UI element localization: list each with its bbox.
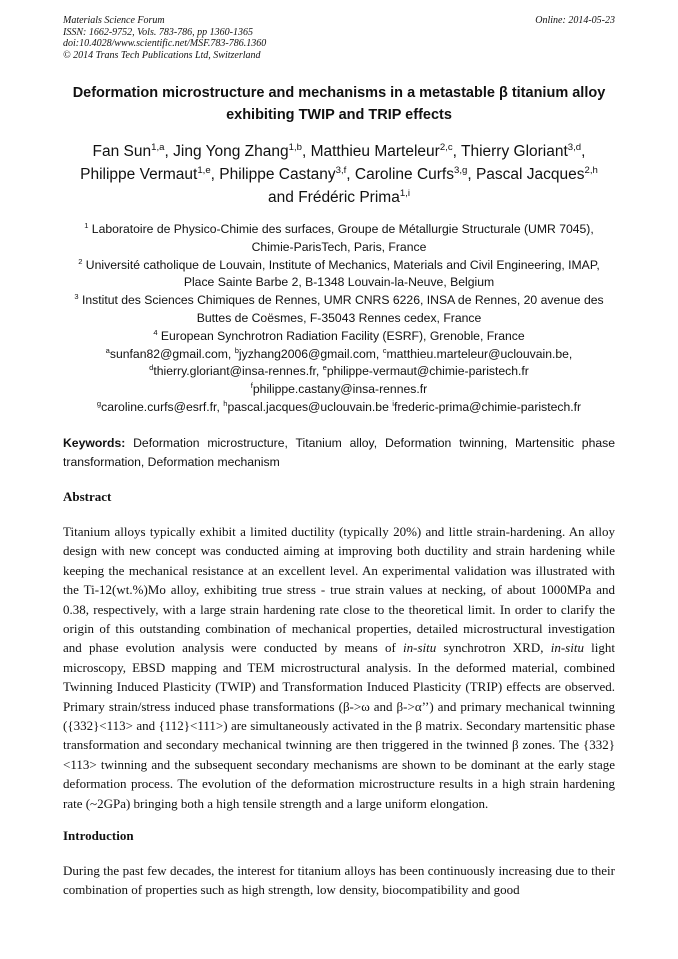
author: Philippe Vermaut$^{1,e}$, bbox=[80, 164, 220, 183]
email-link[interactable]: caroline.curfs@esrf.fr, bbox=[101, 399, 224, 414]
email-link[interactable]: matthieu.marteleur@uclouvain.be, bbox=[386, 346, 573, 361]
author: Jing Yong Zhang$^{1,b}$, bbox=[173, 141, 311, 160]
abstract-heading: Abstract bbox=[63, 489, 112, 504]
doi-line: doi:10.4028/www.scientific.net/MSF.783-786.1360 bbox=[63, 38, 267, 50]
email-link[interactable]: thierry.gloriant@insa-rennes.fr, bbox=[153, 364, 323, 379]
introduction-text: During the past few decades, the interest for titanium alloys has been continuously increasing due to their combination of properties such as high strength, low density, biocompatibility and good bbox=[63, 863, 615, 898]
paper-title: Deformation microstructure and mechanisms in a metastable β titanium alloy exhibiting TWIP and TRIP effects bbox=[72, 85, 606, 123]
keywords-text: Deformation microstructure, Titanium alloy, Deformation twinning, Martensitic phase transformation, Deformation mechanism bbox=[63, 436, 615, 469]
email-link[interactable]: pascal.jacques@uclouvain.be bbox=[227, 399, 393, 414]
keywords bbox=[63, 434, 615, 471]
copyright-line: © 2014 Trans Tech Publications Ltd, Switzerland bbox=[63, 49, 261, 61]
affiliation: $^4$ European Synchrotron Radiation Facility (ESRF), Grenoble, France bbox=[153, 327, 525, 343]
affiliation: $^2$ Université catholique de Louvain, Institute of Mechanics, Materials and Civil Engineering, IMAP, Place Sainte Barbe 2, B-1348 Louvain-la-Neuve, Belgium bbox=[78, 256, 600, 290]
email-link[interactable]: philippe.castany@insa-rennes.fr bbox=[252, 382, 428, 397]
keywords-label: Keywords: bbox=[63, 436, 126, 450]
affiliation: $^3$ Institut des Sciences Chimiques de Rennes, UMR CNRS 6226, INSA de Rennes, 20 avenue des Buttes de Coësmes, F-35043 Rennes cedex, France bbox=[74, 292, 604, 325]
author: Thierry Gloriant$^{3,d}$, bbox=[460, 141, 586, 160]
introduction-heading: Introduction bbox=[63, 828, 134, 843]
affiliation: $^1$ Laboratoire de Physico-Chimie des surfaces, Groupe de Métallurgie Structurale (UMR 7045), Chimie-ParisTech, Paris, France bbox=[84, 220, 594, 254]
email-line: $^a$sunfan82@gmail.com, $^b$jyzhang2006@gmail.com, $^c$matthieu.marteleur@uclouvain.be, bbox=[105, 345, 573, 361]
abstract-text: Titanium alloys typically exhibit a limited ductility (typically 20%) and little strain-hardening. An alloy design with new concept was conducted aiming at improving both ductility and strain hardening while keeping the mechanical resistance at an excellent level. An experimental validation was illustrated with the Ti-12(wt.%)Mo alloy, exhibiting true stress - true strain values at necking, of about 1000MPa and 0.38, respectively, with a large strain hardening rate close to the theoretical limit. In order to clarify the origin of this outstanding combination of mechanical properties, detailed microstructural investigation and phase evolution analysis were conducted by means of in-situ synchrotron XRD, in-situ light microscopy, EBSD mapping and TEM microstructural analysis. In the deformed material, combined Twinning Induced Plasticity (TWIP) and Transformation Induced Plasticity (TRIP) effects are observed. Primary strain/stress induced phase transformations (β->ω and β->α’’) and primary mechanical twinning ({332}<113> and {112}<111>) are simultaneously activated in the β matrix. Secondary martensitic phase transformation and secondary mechanical twinning are then triggered in the twinned β zones. The {332}<113> twinning and the subsequent secondary mechanisms are shown to be dominant at the early stage deformation process. The evolution of the deformation microstructure results in a high strain hardening rate (~2GPa) bringing both a high tensile strength and a large uniform elongation. bbox=[63, 524, 616, 811]
author: and Frédéric Prima$^{1,i}$ bbox=[268, 187, 410, 206]
email-link[interactable]: frederic-prima@chimie-paristech.fr bbox=[393, 399, 582, 414]
email-line: $^g$caroline.curfs@esrf.fr, $^h$pascal.jacques@uclouvain.be $^i$frederic-prima@chimie-paristech.fr bbox=[96, 398, 582, 414]
author: Pascal Jacques$^{2,h}$ bbox=[475, 164, 598, 183]
author: Fan Sun$^{1,a}$, bbox=[92, 141, 174, 160]
email-line: $^f$philippe.castany@insa-rennes.fr bbox=[250, 381, 428, 397]
journal-name: Materials Science Forum bbox=[63, 15, 165, 26]
issn-line: ISSN: 1662-9752, Vols. 783-786, pp 1360-1365 bbox=[63, 26, 253, 38]
author: Matthieu Marteleur$^{2,c}$, bbox=[310, 141, 461, 160]
author: Philippe Castany$^{3,f}$, bbox=[219, 164, 355, 183]
author-list bbox=[55, 140, 623, 209]
email-link[interactable]: sunfan82@gmail.com, bbox=[109, 346, 235, 361]
email-link[interactable]: philippe-vermaut@chimie-paristech.fr bbox=[326, 364, 529, 379]
affiliations bbox=[62, 221, 616, 417]
author: Caroline Curfs$^{3,g}$, bbox=[354, 164, 476, 183]
journal-header bbox=[63, 15, 266, 61]
email-line: $^d$thierry.gloriant@insa-rennes.fr, $^e$philippe-vermaut@chimie-paristech.fr bbox=[149, 363, 529, 379]
online-date: Online: 2014-05-23 bbox=[535, 15, 615, 26]
email-link[interactable]: jyzhang2006@gmail.com, bbox=[238, 346, 383, 361]
